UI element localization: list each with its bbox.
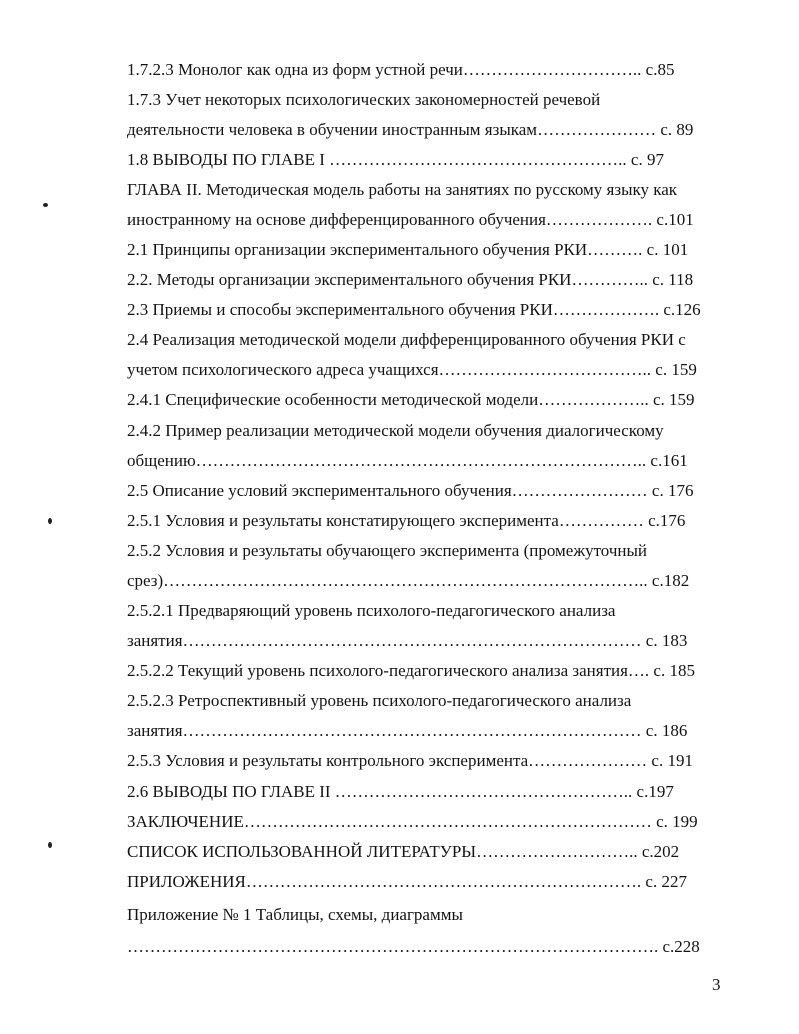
toc-line: занятия……………………………………………………………………… с. 183 (127, 631, 688, 650)
toc-line: 2.1 Принципы организации экспериментального обучения РКИ………. с. 101 (127, 240, 689, 259)
toc-line: 2.6 ВЫВОДЫ ПО ГЛАВЕ II …………………………………………….. с.197 (127, 782, 674, 801)
toc-line: занятия……………………………………………………………………… с. 186 (127, 721, 688, 740)
toc-line: 2.5.2.1 Предваряющий уровень психолого-педагогического анализа (127, 601, 616, 620)
toc-line: …………………………………………………………………………………. с.228 (127, 937, 700, 956)
scan-speck (43, 203, 48, 207)
scan-speck (48, 518, 52, 524)
toc-line: ГЛАВА II. Методическая модель работы на занятиях по русскому языку как (127, 180, 678, 199)
toc-line: 2.2. Методы организации экспериментального обучения РКИ………….. с. 118 (127, 270, 694, 289)
toc-line: ПРИЛОЖЕНИЯ……………………………………………………………. с. 227 (127, 872, 687, 891)
toc-line: СПИСОК ИСПОЛЬЗОВАННОЙ ЛИТЕРАТУРЫ……………………….. с.202 (127, 842, 680, 861)
toc-line: 2.5.1 Условия и результаты констатирующего эксперимента…………… с.176 (127, 511, 686, 530)
toc-line: 2.3 Приемы и способы экспериментального обучения РКИ………………. с.126 (127, 300, 701, 319)
toc-line: 2.5.2.3 Ретроспективный уровень психолого-педагогического анализа (127, 691, 632, 710)
toc-line: 1.7.2.3 Монолог как одна из форм устной речи………………………….. с.85 (127, 60, 675, 79)
toc-line: 2.5.2.2 Текущий уровень психолого-педагогического анализа занятия…. с. 185 (127, 661, 695, 680)
toc-line: 2.4.2 Пример реализации методической модели обучения диалогическому (127, 421, 664, 440)
toc-line: общению…………………………………………………………………….. с.161 (127, 451, 688, 470)
toc-line: Приложение № 1 Таблицы, схемы, диаграммы (127, 905, 463, 924)
toc-line: 2.4 Реализация методической модели дифференцированного обучения РКИ с (127, 330, 686, 349)
toc-line: 2.5 Описание условий экспериментального обучения…………………… с. 176 (127, 481, 694, 500)
page-number: 3 (712, 975, 721, 994)
toc-line: иностранному на основе дифференцированного обучения………………. с.101 (127, 210, 694, 229)
toc-line: 2.5.2 Условия и результаты обучающего эксперимента (промежуточный (127, 541, 648, 560)
toc-line: деятельности человека в обучении иностранным языкам………………… с. 89 (127, 120, 694, 139)
toc-line: 1.7.3 Учет некоторых психологических закономерностей речевой (127, 90, 601, 109)
toc-line: учетом психологического адреса учащихся……………………………….. с. 159 (127, 360, 697, 379)
scan-speck (48, 842, 52, 848)
toc-line: 2.5.3 Условия и результаты контрольного эксперимента………………… с. 191 (127, 751, 693, 770)
toc-line: срез)………………………………………………………………………….. с.182 (127, 571, 690, 590)
toc-line: 2.4.1 Специфические особенности методической модели……………….. с. 159 (127, 390, 695, 409)
toc-line: 1.8 ВЫВОДЫ ПО ГЛАВЕ I …………………………………………….. с. 97 (127, 150, 664, 169)
toc-line: ЗАКЛЮЧЕНИЕ……………………………………………………………… с. 199 (127, 812, 698, 831)
